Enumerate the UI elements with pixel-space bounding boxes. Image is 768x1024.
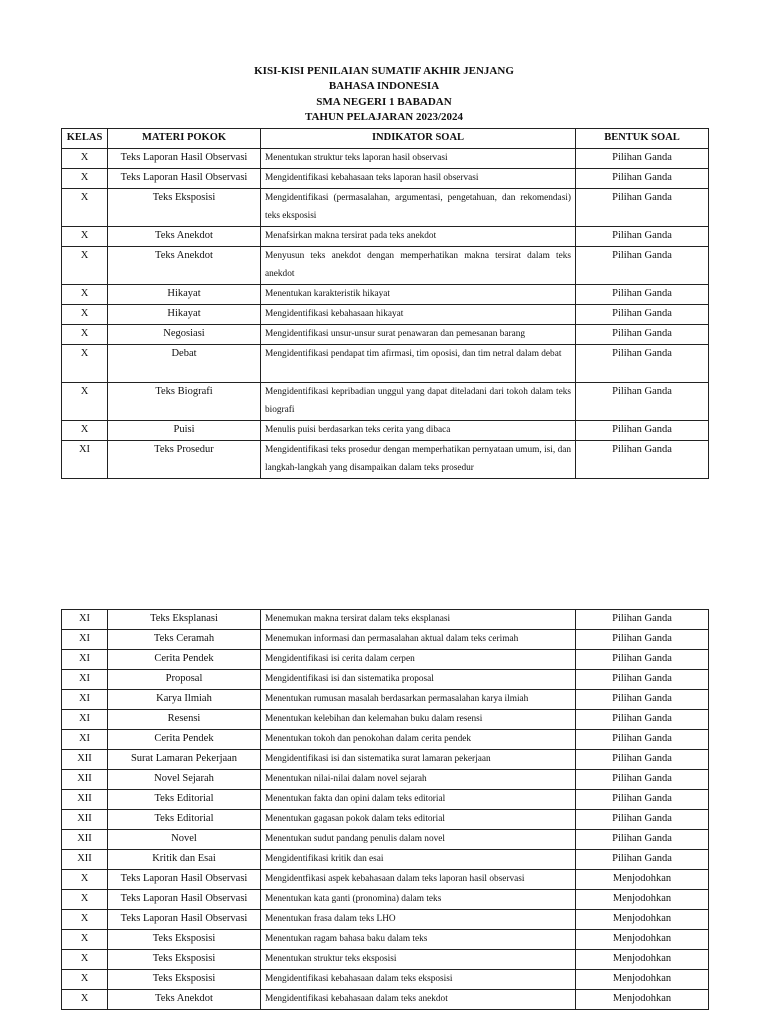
materi-cell: Novel Sejarah xyxy=(108,770,261,790)
column-header-materi-pokok: MATERI POKOK xyxy=(108,129,261,149)
bentuk-cell: Pilihan Ganda xyxy=(576,325,709,345)
table-row xyxy=(62,730,709,750)
table-row xyxy=(62,169,709,189)
bentuk-cell: Pilihan Ganda xyxy=(576,730,709,750)
table-row xyxy=(62,750,709,770)
kisi-kisi-table-page-1 xyxy=(61,128,709,479)
bentuk-cell: Pilihan Ganda xyxy=(576,169,709,189)
table-row xyxy=(62,830,709,850)
table-row xyxy=(62,441,709,479)
bentuk-cell: Pilihan Ganda xyxy=(576,770,709,790)
materi-cell: Teks Editorial xyxy=(108,790,261,810)
table-row xyxy=(62,149,709,169)
bentuk-cell: Pilihan Ganda xyxy=(576,750,709,770)
table-row xyxy=(62,227,709,247)
table-row xyxy=(62,285,709,305)
kisi-kisi-table-page-2 xyxy=(61,609,709,1010)
materi-cell: Negosiasi xyxy=(108,325,261,345)
indikator-cell: Mengidentifikasi isi dan sistematika surat lamaran pekerjaan xyxy=(261,750,576,770)
kelas-cell: X xyxy=(62,305,108,325)
materi-cell: Teks Ceramah xyxy=(108,630,261,650)
bentuk-cell: Pilihan Ganda xyxy=(576,850,709,870)
kelas-cell: XI xyxy=(62,650,108,670)
materi-cell: Teks Biografi xyxy=(108,383,261,421)
kelas-cell: XI xyxy=(62,730,108,750)
table-row xyxy=(62,247,709,285)
kelas-cell: X xyxy=(62,325,108,345)
materi-cell: Teks Eksplanasi xyxy=(108,610,261,630)
indikator-cell: Menentukan karakteristik hikayat xyxy=(261,285,576,305)
materi-cell: Teks Eksposisi xyxy=(108,970,261,990)
materi-cell: Teks Laporan Hasil Observasi xyxy=(108,870,261,890)
table-row xyxy=(62,189,709,227)
indikator-cell: Menentukan kelebihan dan kelemahan buku dalam resensi xyxy=(261,710,576,730)
bentuk-cell: Pilihan Ganda xyxy=(576,630,709,650)
column-header-kelas: KELAS xyxy=(62,129,108,149)
table-row xyxy=(62,970,709,990)
bentuk-cell: Pilihan Ganda xyxy=(576,670,709,690)
bentuk-cell: Pilihan Ganda xyxy=(576,247,709,285)
indikator-cell: Menentukan struktur teks laporan hasil observasi xyxy=(261,149,576,169)
materi-cell: Teks Prosedur xyxy=(108,441,261,479)
bentuk-cell: Pilihan Ganda xyxy=(576,710,709,730)
kelas-cell: X xyxy=(62,421,108,441)
table-row xyxy=(62,610,709,630)
bentuk-cell: Pilihan Ganda xyxy=(576,383,709,421)
materi-cell: Cerita Pendek xyxy=(108,730,261,750)
kelas-cell: XI xyxy=(62,690,108,710)
table-row xyxy=(62,383,709,421)
materi-cell: Teks Laporan Hasil Observasi xyxy=(108,890,261,910)
subject-name: BAHASA INDONESIA xyxy=(328,80,440,93)
kelas-cell: XII xyxy=(62,750,108,770)
kelas-cell: XI xyxy=(62,710,108,730)
table-row xyxy=(62,305,709,325)
table-row xyxy=(62,770,709,790)
table-row xyxy=(62,650,709,670)
kelas-cell: X xyxy=(62,227,108,247)
indikator-cell: Menentukan nilai-nilai dalam novel sejarah xyxy=(261,770,576,790)
materi-cell: Karya Ilmiah xyxy=(108,690,261,710)
indikator-cell: Menemukan makna tersirat dalam teks eksplanasi xyxy=(261,610,576,630)
materi-cell: Cerita Pendek xyxy=(108,650,261,670)
table-row xyxy=(62,910,709,930)
indikator-cell: Mengidentifikasi kebahasaan dalam teks anekdot xyxy=(261,990,576,1010)
document-title: KISI-KISI PENILAIAN SUMATIF AKHIR JENJANG xyxy=(254,65,514,77)
column-header-indikator-soal: INDIKATOR SOAL xyxy=(261,129,576,149)
kelas-cell: X xyxy=(62,970,108,990)
indikator-cell: Menafsirkan makna tersirat pada teks anekdot xyxy=(261,227,576,247)
bentuk-cell: Pilihan Ganda xyxy=(576,421,709,441)
school-name: SMA NEGERI 1 BABADAN xyxy=(316,95,452,108)
materi-cell: Teks Laporan Hasil Observasi xyxy=(108,910,261,930)
materi-cell: Teks Laporan Hasil Observasi xyxy=(108,149,261,169)
indikator-cell: Menemukan informasi dan permasalahan aktual dalam teks cerimah xyxy=(261,630,576,650)
bentuk-cell: Menjodohkan xyxy=(576,950,709,970)
bentuk-cell: Pilihan Ganda xyxy=(576,305,709,325)
table-row xyxy=(62,890,709,910)
indikator-cell: Menentukan sudut pandang penulis dalam novel xyxy=(261,830,576,850)
kelas-cell: X xyxy=(62,990,108,1010)
indikator-cell: Menyusun teks anekdot dengan memperhatikan makna tersirat dalam teks anekdot xyxy=(261,247,576,285)
bentuk-cell: Pilihan Ganda xyxy=(576,650,709,670)
indikator-cell: Menentukan ragam bahasa baku dalam teks xyxy=(261,930,576,950)
materi-cell: Hikayat xyxy=(108,285,261,305)
kelas-cell: XII xyxy=(62,790,108,810)
materi-cell: Teks Eksposisi xyxy=(108,950,261,970)
table-row xyxy=(62,790,709,810)
table-row xyxy=(62,325,709,345)
kelas-cell: XII xyxy=(62,850,108,870)
kelas-cell: X xyxy=(62,890,108,910)
table-row xyxy=(62,950,709,970)
indikator-cell: Mengidentifikasi kebahasaan hikayat xyxy=(261,305,576,325)
bentuk-cell: Pilihan Ganda xyxy=(576,690,709,710)
materi-cell: Surat Lamaran Pekerjaan xyxy=(108,750,261,770)
materi-cell: Teks Editorial xyxy=(108,810,261,830)
kelas-cell: XII xyxy=(62,810,108,830)
indikator-cell: Mengidentifikasi unsur-unsur surat penawaran dan pemesanan barang xyxy=(261,325,576,345)
table-row xyxy=(62,421,709,441)
table-row xyxy=(62,930,709,950)
kelas-cell: X xyxy=(62,930,108,950)
materi-cell: Teks Anekdot xyxy=(108,227,261,247)
table-header-row xyxy=(62,129,709,149)
materi-cell: Teks Anekdot xyxy=(108,247,261,285)
table-row xyxy=(62,850,709,870)
indikator-cell: Mengidentifikasi teks prosedur dengan memperhatikan pernyataan umum, isi, dan langkah-langkah yang disampaikan dalam teks prosedur xyxy=(261,441,576,479)
indikator-cell: Menentukan tokoh dan penokohan dalam cerita pendek xyxy=(261,730,576,750)
kelas-cell: X xyxy=(62,169,108,189)
bentuk-cell: Pilihan Ganda xyxy=(576,149,709,169)
indikator-cell: Mengidentifikasi kebahasaan dalam teks eksposisi xyxy=(261,970,576,990)
bentuk-cell: Menjodohkan xyxy=(576,890,709,910)
kelas-cell: X xyxy=(62,247,108,285)
indikator-cell: Mengidentifikasi isi dan sistematika proposal xyxy=(261,670,576,690)
indikator-cell: Menentukan kata ganti (pronomina) dalam teks xyxy=(261,890,576,910)
indikator-cell: Mengidentifikasi isi cerita dalam cerpen xyxy=(261,650,576,670)
kelas-cell: XI xyxy=(62,670,108,690)
indikator-cell: Mengidentifikasi kritik dan esai xyxy=(261,850,576,870)
materi-cell: Teks Laporan Hasil Observasi xyxy=(108,169,261,189)
indikator-cell: Menentukan gagasan pokok dalam teks editorial xyxy=(261,810,576,830)
indikator-cell: Menentukan rumusan masalah berdasarkan permasalahan karya ilmiah xyxy=(261,690,576,710)
bentuk-cell: Pilihan Ganda xyxy=(576,227,709,247)
table-row xyxy=(62,990,709,1010)
table-row xyxy=(62,690,709,710)
indikator-cell: Menulis puisi berdasarkan teks cerita yang dibaca xyxy=(261,421,576,441)
kelas-cell: X xyxy=(62,149,108,169)
bentuk-cell: Menjodohkan xyxy=(576,990,709,1010)
materi-cell: Teks Eksposisi xyxy=(108,930,261,950)
materi-cell: Proposal xyxy=(108,670,261,690)
table-row xyxy=(62,630,709,650)
materi-cell: Novel xyxy=(108,830,261,850)
bentuk-cell: Menjodohkan xyxy=(576,930,709,950)
kelas-cell: X xyxy=(62,383,108,421)
column-header-bentuk-soal: BENTUK SOAL xyxy=(576,129,709,149)
bentuk-cell: Pilihan Ganda xyxy=(576,830,709,850)
bentuk-cell: Menjodohkan xyxy=(576,970,709,990)
kelas-cell: X xyxy=(62,285,108,305)
bentuk-cell: Pilihan Ganda xyxy=(576,810,709,830)
kelas-cell: XII xyxy=(62,830,108,850)
indikator-cell: Menentukan struktur teks eksposisi xyxy=(261,950,576,970)
materi-cell: Debat xyxy=(108,345,261,383)
materi-cell: Hikayat xyxy=(108,305,261,325)
academic-year: TAHUN PELAJARAN 2023/2024 xyxy=(304,110,464,123)
kelas-cell: XI xyxy=(62,630,108,650)
indikator-cell: Mengidentifikasi (permasalahan, argumentasi, pengetahuan, dan rekomendasi) teks eksposisi xyxy=(261,189,576,227)
indikator-cell: Mengidentifikasi pendapat tim afirmasi, tim oposisi, dan tim netral dalam debat xyxy=(261,345,576,383)
table-row xyxy=(62,870,709,890)
indikator-cell: Menentukan frasa dalam teks LHO xyxy=(261,910,576,930)
materi-cell: Teks Eksposisi xyxy=(108,189,261,227)
kelas-cell: X xyxy=(62,870,108,890)
kelas-cell: XI xyxy=(62,441,108,479)
bentuk-cell: Pilihan Ganda xyxy=(576,790,709,810)
materi-cell: Teks Anekdot xyxy=(108,990,261,1010)
indikator-cell: Menentukan fakta dan opini dalam teks editorial xyxy=(261,790,576,810)
kelas-cell: X xyxy=(62,950,108,970)
table-row xyxy=(62,710,709,730)
bentuk-cell: Pilihan Ganda xyxy=(576,610,709,630)
bentuk-cell: Menjodohkan xyxy=(576,870,709,890)
table-row xyxy=(62,345,709,383)
materi-cell: Puisi xyxy=(108,421,261,441)
kelas-cell: X xyxy=(62,345,108,383)
materi-cell: Resensi xyxy=(108,710,261,730)
document-title-block xyxy=(0,64,768,125)
kelas-cell: X xyxy=(62,189,108,227)
bentuk-cell: Menjodohkan xyxy=(576,910,709,930)
indikator-cell: Mengidentifikasi kepribadian unggul yang dapat diteladani dari tokoh dalam teks biografi xyxy=(261,383,576,421)
bentuk-cell: Pilihan Ganda xyxy=(576,441,709,479)
kelas-cell: XI xyxy=(62,610,108,630)
kelas-cell: X xyxy=(62,910,108,930)
kelas-cell: XII xyxy=(62,770,108,790)
indikator-cell: Mengidentifikasi kebahasaan teks laporan hasil observasi xyxy=(261,169,576,189)
table-row xyxy=(62,670,709,690)
indikator-cell: Mengidentfikasi aspek kebahasaan dalam teks laporan hasil observasi xyxy=(261,870,576,890)
bentuk-cell: Pilihan Ganda xyxy=(576,189,709,227)
bentuk-cell: Pilihan Ganda xyxy=(576,285,709,305)
materi-cell: Kritik dan Esai xyxy=(108,850,261,870)
table-row xyxy=(62,810,709,830)
bentuk-cell: Pilihan Ganda xyxy=(576,345,709,383)
